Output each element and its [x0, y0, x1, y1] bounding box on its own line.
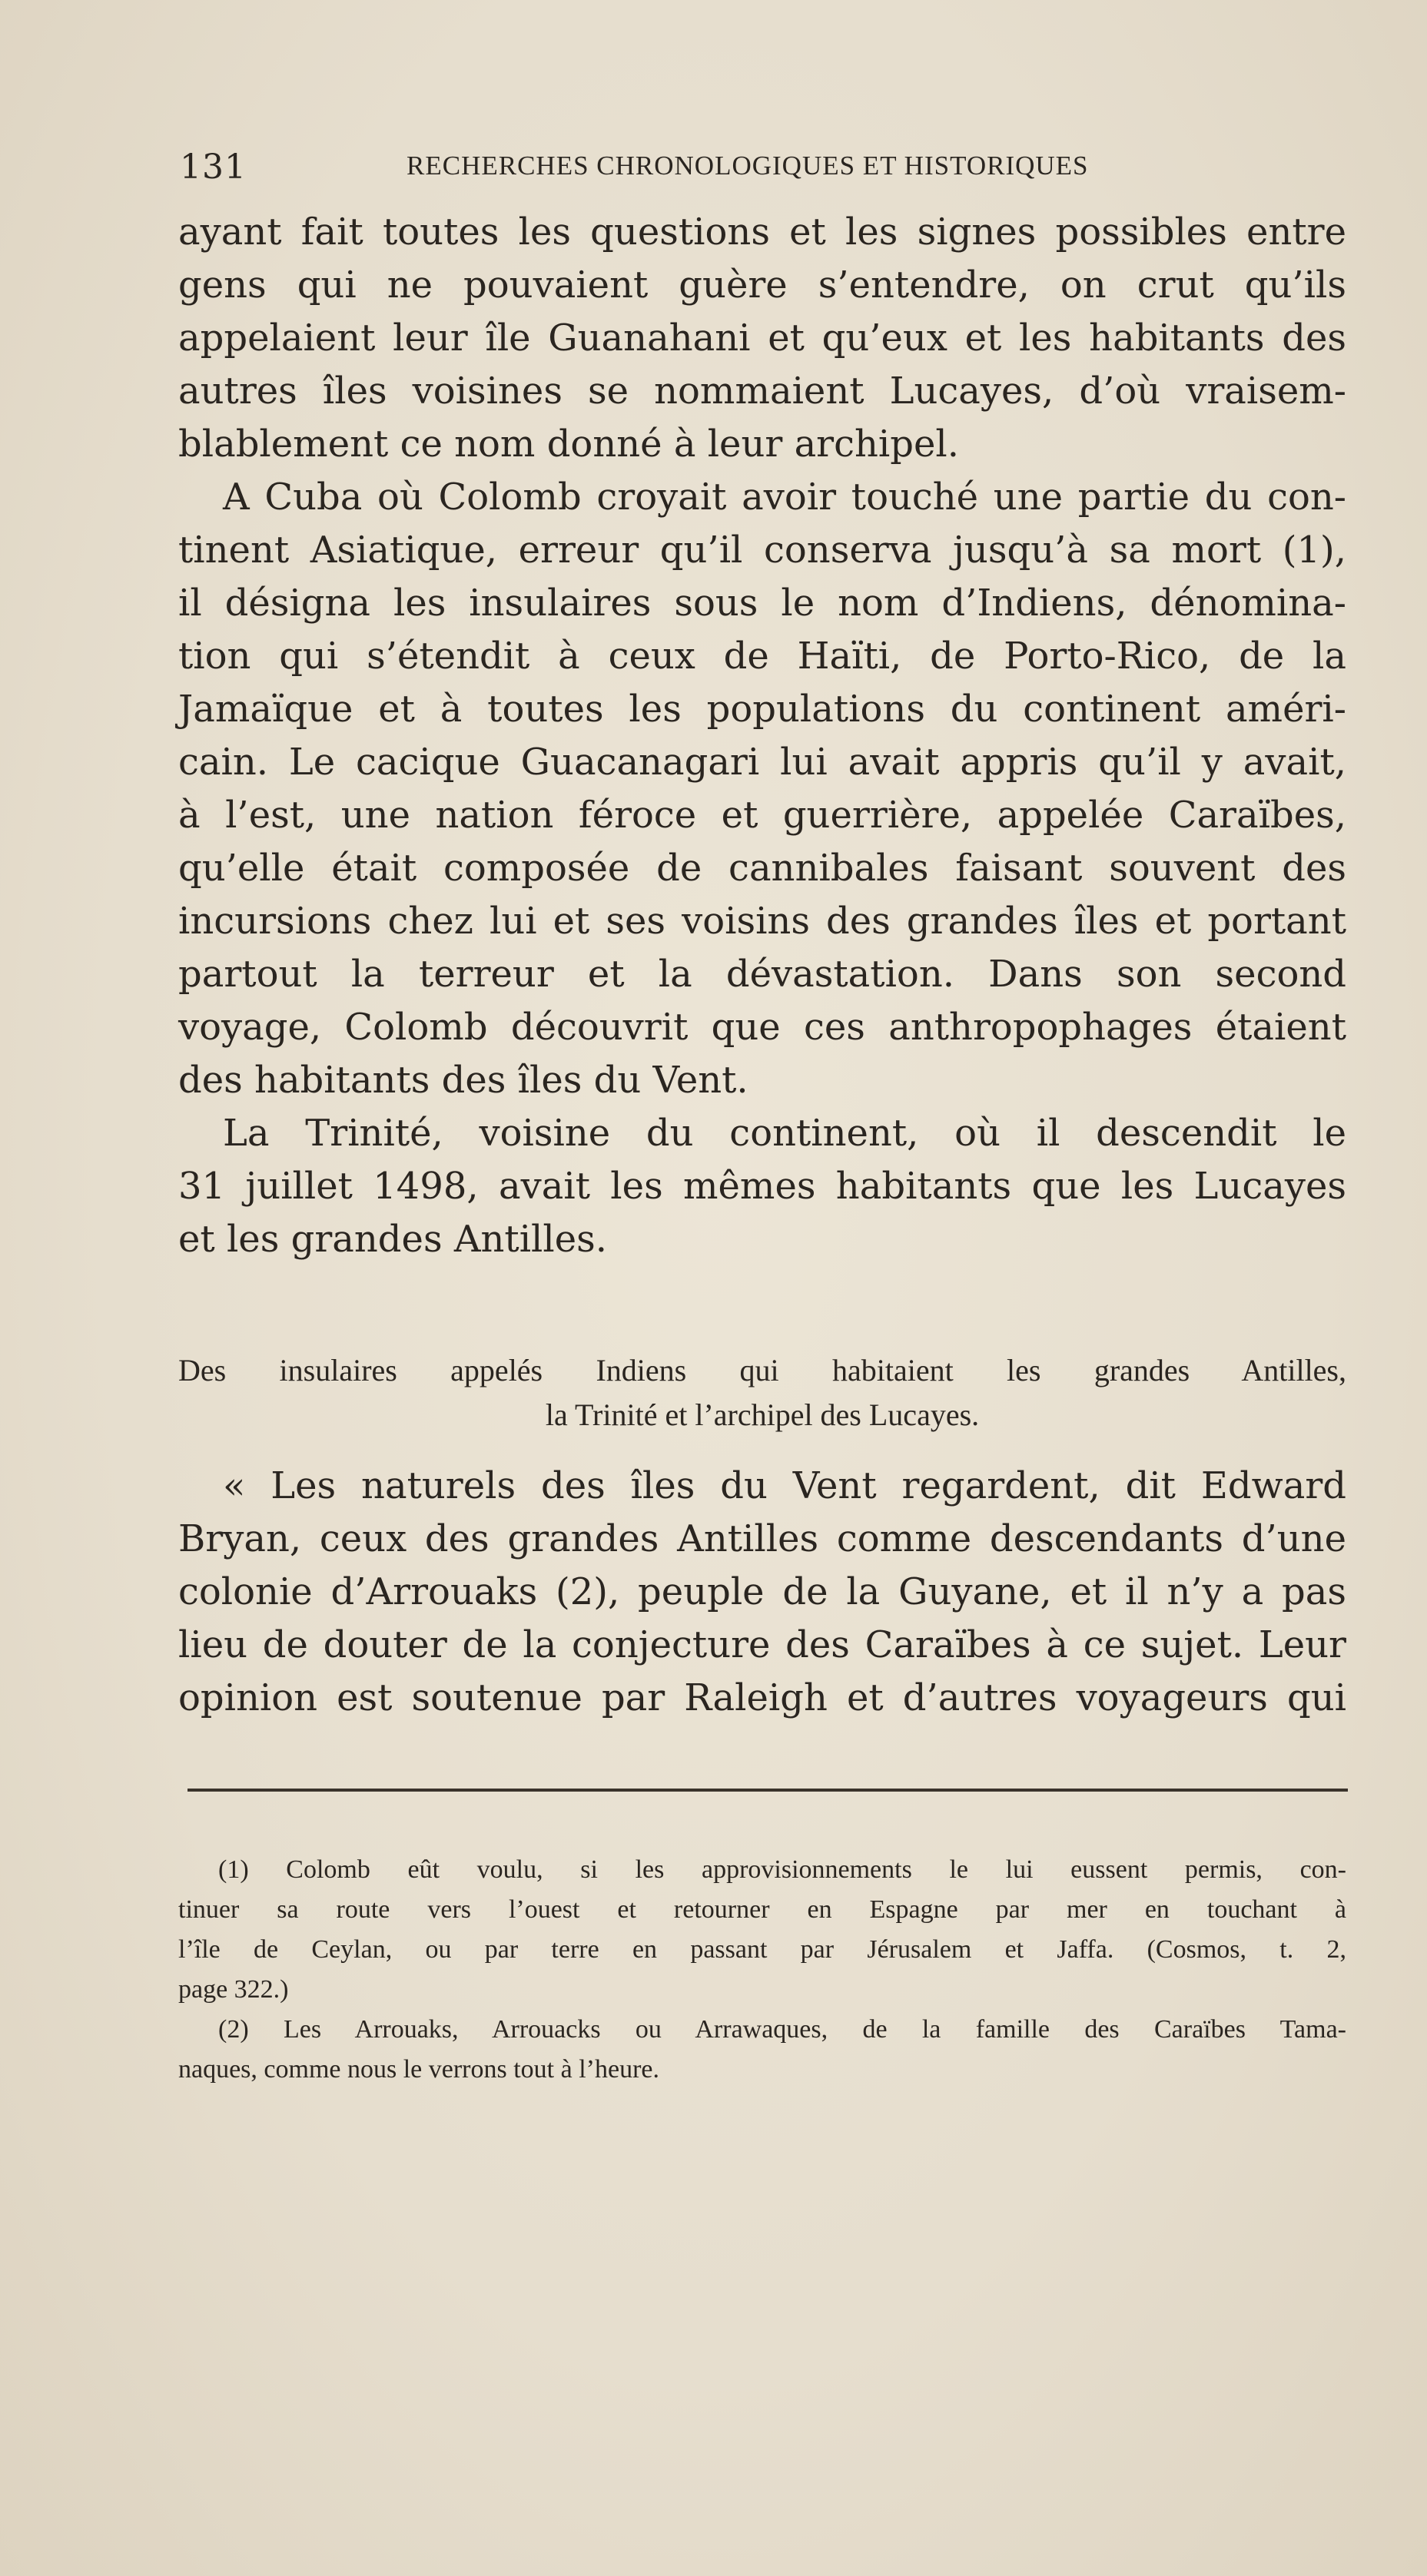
text-line: tinent Asiatique, erreur qu’il conserva jusqu’à sa mort (1),: [178, 529, 1346, 572]
text-line: incursions chez lui et ses voisins des grandes îles et portant: [178, 900, 1346, 943]
footnotes: [178, 1850, 1346, 2090]
text-line: il désigna les insulaires sous le nom d’Indiens, dénomina-: [178, 582, 1346, 625]
text-line: 31 juillet 1498, avait les mêmes habitants que les Lucayes: [178, 1165, 1346, 1208]
text-line: ayant fait toutes les questions et les signes possibles entre: [178, 211, 1346, 254]
text-line: autres îles voisines se nommaient Lucayes, d’où vraisem-: [178, 370, 1346, 413]
footnote-2: [178, 2010, 1346, 2090]
footnote-line: page 322.): [178, 1975, 289, 2004]
paragraph-3: [178, 1107, 1346, 1266]
footnote-1: [178, 1850, 1346, 2010]
text-line: colonie d’Arrouaks (2), peuple de la Guyane, et il n’y a pas: [178, 1570, 1346, 1613]
text-line: A Cuba où Colomb croyait avoir touché une partie du con-: [223, 476, 1346, 519]
text-line: « Les naturels des îles du Vent regardent, dit Edward: [223, 1464, 1346, 1507]
text-line: des habitants des îles du Vent.: [178, 1059, 748, 1102]
text-line: opinion est soutenue par Raleigh et d’autres voyageurs qui: [178, 1676, 1346, 1719]
text-line: partout la terreur et la dévastation. Dans son second: [178, 953, 1346, 996]
paragraph-4: [178, 1460, 1346, 1725]
footnote-line: (2) Les Arrouaks, Arrouacks ou Arrawaques, de la famille des Caraïbes Tama-: [218, 2015, 1346, 2044]
running-title: RECHERCHES CHRONOLOGIQUES ET HISTORIQUES: [407, 151, 1089, 181]
text-line: Jamaïque et à toutes les populations du continent améri-: [178, 688, 1346, 731]
main-text: [178, 206, 1346, 1266]
footnote-line: l’île de Ceylan, ou par terre en passant par Jérusalem et Jaffa. (Cosmos, t. 2,: [178, 1935, 1346, 1964]
text-line: qu’elle était composée de cannibales faisant souvent des: [178, 847, 1346, 890]
text-line: gens qui ne pouvaient guère s’entendre, on crut qu’ils: [178, 264, 1346, 307]
text-line: cain. Le cacique Guacanagari lui avait appris qu’il y avait,: [178, 741, 1346, 784]
text-line: voyage, Colomb découvrit que ces anthropophages étaient: [178, 1006, 1346, 1049]
text-line: La Trinité, voisine du continent, où il descendit le: [223, 1112, 1346, 1155]
section-heading: [178, 1348, 1346, 1437]
text-line: lieu de douter de la conjecture des Caraïbes à ce sujet. Leur: [178, 1623, 1346, 1666]
text-line: appelaient leur île Guanahani et qu’eux et les habitants des: [178, 317, 1346, 360]
text-line: à l’est, une nation féroce et guerrière, appelée Caraïbes,: [178, 794, 1346, 837]
footnote-line: (1) Colomb eût voulu, si les approvisionnements le lui eussent permis, con-: [218, 1855, 1346, 1884]
text-line: tion qui s’étendit à ceux de Haïti, de Porto-Rico, de la: [178, 635, 1346, 678]
paragraph-2: [178, 471, 1346, 1107]
section-heading-line: Des insulaires appelés Indiens qui habitaient les grandes Antilles,: [178, 1353, 1346, 1387]
paragraph-1: [178, 206, 1346, 471]
main-text-continued: [178, 1460, 1346, 1725]
section-heading-line: la Trinité et l’archipel des Lucayes.: [545, 1397, 980, 1432]
page-number: 131: [180, 148, 247, 187]
footnote-line: tinuer sa route vers l’ouest et retourner en Espagne par mer en touchant à: [178, 1895, 1346, 1924]
text-line: et les grandes Antilles.: [178, 1218, 608, 1261]
footnote-line: naques, comme nous le verrons tout à l’heure.: [178, 2055, 659, 2084]
page-header: [180, 148, 1348, 186]
text-line: blablement ce nom donné à leur archipel.: [178, 423, 960, 466]
footnote-divider: [188, 1789, 1348, 1792]
text-line: Bryan, ceux des grandes Antilles comme descendants d’une: [178, 1517, 1346, 1560]
